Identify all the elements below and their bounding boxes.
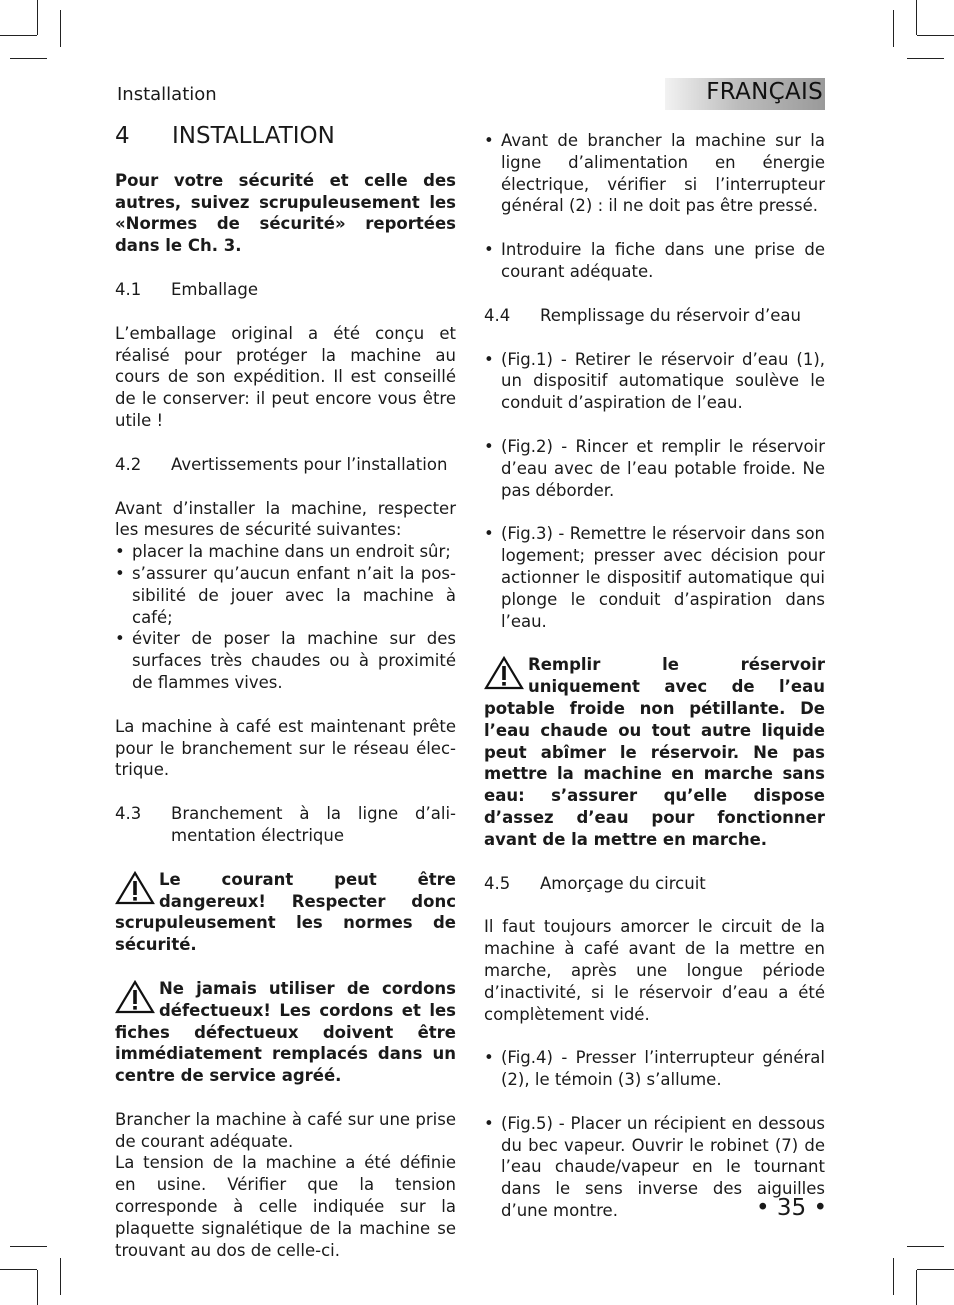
section-number: 4.3	[115, 804, 142, 824]
figure-ref: (Fig.5) -	[501, 1113, 565, 1133]
warning-triangle-icon	[484, 656, 524, 690]
priming-text: Il faut toujours amorcer le circuit de la machine à café avant de la mettre en marche, après une longue période d’inactivité, si le réservoir d’eau a été complètement vidé.	[484, 917, 825, 1024]
list-item	[484, 523, 825, 632]
warning-text: Remplir le réservoir uniquement avec de l’eau potable froide non pétillante. De l’eau chaude ou tout autre liquide peut abîmer le réservoir. Ne pas mettre la machine en marche sans eau: s’assurer qu’elle dispose d’assez d’eau pour fonctionner avant de la mettre en marche.	[484, 655, 825, 849]
list-item	[484, 1047, 825, 1091]
section-heading-4-5	[484, 873, 825, 895]
warning-triangle-icon	[115, 871, 155, 905]
section-heading-4-3	[115, 803, 456, 847]
chapter-title: INSTALLATION	[172, 123, 335, 149]
section-number: 4.5	[484, 873, 511, 893]
section-heading-4-1	[115, 279, 456, 301]
section-number: 4.1	[115, 279, 142, 299]
crop-mark	[60, 1258, 61, 1295]
plug-text: Brancher la machine à café sur une prise de courant adéquate.	[115, 1109, 456, 1151]
chapter-heading	[115, 123, 456, 149]
section-title: Remplissage du réservoir d’eau	[540, 305, 801, 325]
ready-text: La machine à café est maintenant prête pour le branchement sur le réseau électrique.	[115, 716, 456, 780]
packaging-text: L’emballage original a été conçu et réalisé pour protéger la machine au cours de son expédition. Il est conseillé de le conserver: il peut encore vous être utile !	[115, 323, 456, 430]
section-title: Emballage	[171, 279, 258, 299]
tank-steps-list	[484, 349, 825, 633]
crop-mark	[10, 1246, 47, 1247]
safety-list	[115, 541, 456, 694]
section-title: Amorçage du circuit	[540, 873, 706, 893]
warning-text: Le courant peut être dangereux! Respecter donc scrupuleusement les normes de sécurité.	[115, 869, 456, 955]
crop-mark	[916, 0, 917, 35]
list-item: • placer la machine dans un endroit sûr;	[115, 541, 456, 563]
left-column	[115, 123, 456, 1261]
running-header: Installation	[117, 84, 217, 105]
language-tab	[665, 78, 825, 110]
step-text: Remettre le réservoir dans son logement; presser avec décision pour actionner le dispositif automatique qui plonge le conduit d’aspiration dans l’eau.	[501, 524, 825, 631]
list-item	[484, 349, 825, 414]
figure-ref: (Fig.1) -	[501, 349, 567, 369]
section-number: 4.4	[484, 305, 511, 325]
connection-list	[484, 130, 825, 283]
figure-ref: (Fig.2) -	[501, 436, 568, 456]
section-heading-4-2	[115, 454, 456, 476]
crop-mark	[37, 0, 38, 35]
crop-mark	[907, 58, 944, 59]
crop-mark	[893, 10, 894, 47]
crop-mark	[10, 58, 47, 59]
crop-mark	[917, 1269, 954, 1270]
warning-block	[115, 978, 456, 1087]
list-item: • s’assurer qu’aucun enfant n’ait la possibilité de jouer avec la machine à café;	[115, 563, 456, 628]
list-item: • Avant de brancher la machine sur la ligne d’alimentation en énergie électrique, vérifier si l’interrupteur général (2) : il ne doit pas être pressé.	[484, 130, 825, 217]
crop-mark	[0, 1269, 37, 1270]
warning-triangle-icon	[115, 980, 155, 1014]
warning-block	[484, 654, 825, 850]
list-item: • Introduire la fiche dans une prise de courant adéquate.	[484, 239, 825, 283]
step-text: Rincer et remplir le réservoir d’eau avec de l’eau potable froide. Ne pas déborder.	[501, 436, 825, 500]
warning-text: Ne jamais utiliser de cordons défectueux! Les cordons et les fiches défectueux doivent être immédiatement remplacés dans un centre de service agréé.	[115, 978, 456, 1086]
figure-ref: (Fig.4) -	[501, 1048, 568, 1068]
step-text: Retirer le réservoir d’eau (1), un dispositif automatique soulève le conduit d’aspiration de l’eau.	[501, 349, 826, 413]
step-text: Presser l’interrupteur général (2), le témoin (3) s’allume.	[501, 1048, 825, 1090]
section-title: Branchement à la ligne d’alimentation électrique	[171, 804, 456, 845]
crop-mark	[37, 1270, 38, 1305]
warning-block	[115, 869, 456, 956]
intro-paragraph: Pour votre sécurité et celle des autres, suivez scrupuleusement les «Normes de sécurité» reportées dans le Ch. 3.	[115, 170, 456, 256]
voltage-text: La tension de la machine a été définie en usine. Vérifier que la tension corresponde à celle indiquée sur la plaquette signalétique de la machine se trouvant au dos de celle-ci.	[115, 1153, 456, 1260]
section-title: Avertissements pour l’installation	[171, 454, 448, 474]
list-item: • éviter de poser la machine sur des surfaces très chaudes ou à proximité de flammes vives.	[115, 628, 456, 693]
crop-mark	[917, 35, 954, 36]
crop-mark	[907, 1246, 944, 1247]
crop-mark	[0, 35, 37, 36]
list-item	[484, 436, 825, 501]
right-column	[484, 130, 828, 1244]
section-heading-4-4	[484, 305, 825, 327]
figure-ref: (Fig.3) -	[501, 524, 565, 544]
warnings-intro: Avant d’installer la machine, respecter les mesures de sécurité suivantes:	[115, 498, 456, 540]
page-number: • 35 •	[756, 1195, 828, 1221]
crop-mark	[60, 10, 61, 47]
chapter-number: 4	[115, 123, 130, 149]
language-label: FRANÇAIS	[706, 79, 823, 105]
section-number: 4.2	[115, 454, 142, 474]
crop-mark	[893, 1258, 894, 1295]
step-text: Placer un récipient en dessous du bec vapeur. Ouvrir le robinet (7) de l’eau chaude/vapeur en le tournant dans le sens inverse des aiguilles d’une montre.	[501, 1113, 825, 1221]
crop-mark	[916, 1270, 917, 1305]
